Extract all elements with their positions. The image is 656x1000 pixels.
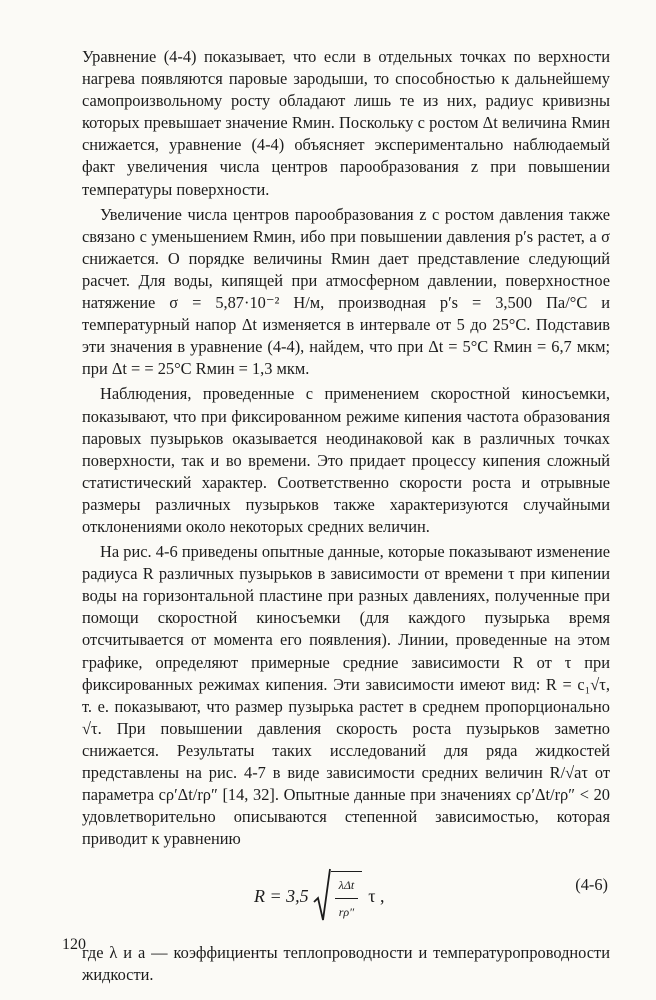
page-body — [82, 46, 610, 990]
equation-lhs: R = 3,5 — [254, 886, 309, 907]
sqrt-sign-icon — [313, 868, 363, 924]
paragraph-2: Увеличение числа центров парообразования z с ростом давления также связано с уменьшением Rмин, ибо при повышении давления p′s растет, а σ снижается. О порядке величины Rмин дает представление следующий расчет. Для воды, кипящей при атмосферном давлении, поверхностное натяжение σ = 5,87·10⁻² Н/м, производная p′s = 3,500 Па/°С и температурный напор Δt изменяется в интервале от 5 до 25°С. Подставив эти значения в уравнение (4-4), найдем, что при Δt = 5°С Rмин = 6,7 мкм; при Δt = = 25°С Rмин = 1,3 мкм. — [82, 204, 610, 379]
equation-tail: τ , — [368, 886, 385, 907]
paragraph-1: Уравнение (4-4) показывает, что если в отдельных точках по верхности нагрева появляются паровые зародыши, то способностью к дальнейшему самопроизвольному росту обладают лишь те из них, радиус кривизны которых превышает значение Rмин. Поскольку с ростом Δt величина Rмин снижается, уравнение (4-4) объясняет экспериментально наблюдаемый факт увеличения числа центров парообразования z при повышении температуры поверхности. — [82, 47, 610, 199]
fraction-denominator: rρ″ — [338, 905, 355, 920]
equation-4-6 — [82, 860, 610, 934]
equation-number: (4-6) — [575, 875, 608, 895]
paragraph-3: Наблюдения, проведенные с применением скоростной киносъемки, показывают, что при фиксированном режиме кипения частота образования паровых пузырьков оказывается неодинаковой как в различных точках поверхности, так и во времени. Это придает процессу кипения сложный статистический характер. Соответственно скорости роста и отрывные размеры различных пузырьков также характеризуются случайными отклонениями около некоторых средних величин. — [82, 384, 610, 536]
paragraph-4: На рис. 4-6 приведены опытные данные, которые показывают изменение радиуса R различных пузырьков в зависимости от времени τ при кипении воды на горизонтальной пластине при разных давлениях, полученные при помощи скоростной киносъемки (для каждого пузырька время отсчитывается от момента его появления). Линии, проведенные на этом графике, определяют примерные средние зависимости R от τ при фиксированных режимах кипения. Эти зависимости имеют вид: R = c₁√τ, т. е. показывают, что размер пузырька растет в среднем пропорционально √τ. При повышении давления скорость роста пузырьков заметно снижается. Результаты таких исследований для ряда жидкостей представлены на рис. 4-7 в виде зависимости средних величин R/√aτ от параметра cρ′Δt/rρ″ [14, 32]. Опытные данные при значениях cρ′Δt/rρ″ < 20 удовлетворительно описываются степенной зависимостью, которая приводит к уравнению — [82, 542, 610, 849]
equation-expression — [254, 868, 384, 924]
page-number: 120 — [62, 936, 86, 953]
fraction-numerator: λΔt — [335, 872, 359, 899]
fraction — [331, 871, 363, 923]
closing-paragraph: где λ и a — коэффициенты теплопроводности и температуропроводности жидкости. — [82, 943, 610, 985]
